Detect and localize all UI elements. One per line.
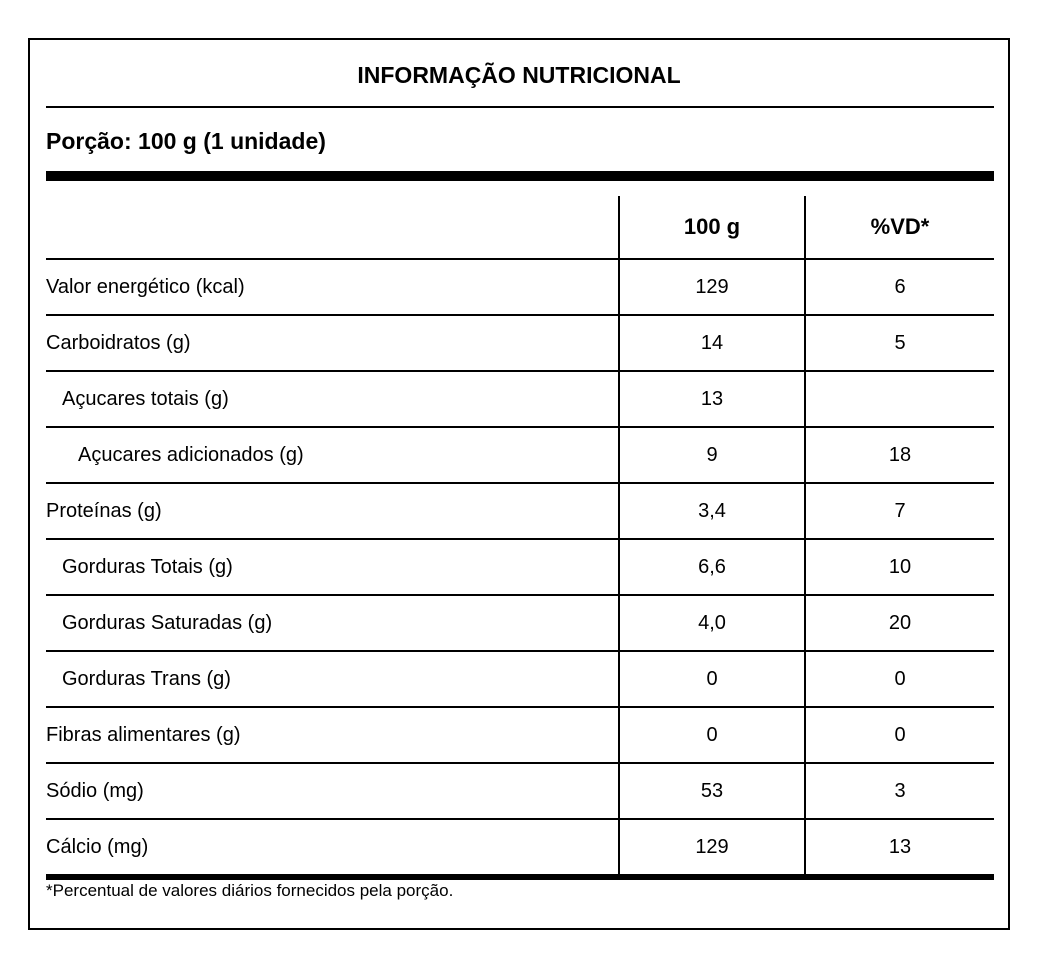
nutrient-daily-value: [805, 371, 994, 427]
nutrient-name: Carboidratos (g): [46, 315, 619, 371]
nutrient-daily-value: 20: [805, 595, 994, 651]
nutrient-amount: 9: [619, 427, 805, 483]
table-row: [46, 819, 994, 877]
title-divider: [46, 106, 994, 108]
footnote: *Percentual de valores diários fornecidos pela porção.: [46, 881, 454, 900]
nutrient-amount: 14: [619, 315, 805, 371]
table-row: [46, 539, 994, 595]
header-amount: 100 g: [619, 196, 805, 259]
nutrient-amount: 4,0: [619, 595, 805, 651]
nutrient-daily-value: 3: [805, 763, 994, 819]
label-title: INFORMAÇÃO NUTRICIONAL: [357, 62, 681, 88]
header-daily-value: %VD*: [805, 196, 994, 259]
nutrient-amount: 129: [619, 819, 805, 877]
table-row: [46, 707, 994, 763]
nutrition-facts-panel: [28, 38, 1010, 930]
nutrient-amount: 6,6: [619, 539, 805, 595]
nutrient-amount: 3,4: [619, 483, 805, 539]
nutrient-daily-value: 5: [805, 315, 994, 371]
nutrient-daily-value: 13: [805, 819, 994, 877]
nutrient-daily-value: 0: [805, 651, 994, 707]
table-row: [46, 763, 994, 819]
table-row: [46, 315, 994, 371]
nutrient-name: Açucares adicionados (g): [46, 427, 619, 483]
nutrient-daily-value: 0: [805, 707, 994, 763]
nutrient-amount: 13: [619, 371, 805, 427]
nutrient-amount: 0: [619, 707, 805, 763]
nutrient-name: Cálcio (mg): [46, 819, 619, 877]
nutrient-daily-value: 10: [805, 539, 994, 595]
nutrient-daily-value: 6: [805, 259, 994, 315]
nutrient-name: Gorduras Saturadas (g): [46, 595, 619, 651]
nutrient-name: Fibras alimentares (g): [46, 707, 619, 763]
portion-divider: [46, 171, 994, 181]
table-row: [46, 371, 994, 427]
nutrient-name: Proteínas (g): [46, 483, 619, 539]
header-name: [46, 196, 619, 259]
table-header-row: [46, 196, 994, 259]
nutrient-name: Açucares totais (g): [46, 371, 619, 427]
table-row: [46, 427, 994, 483]
table-row: [46, 483, 994, 539]
portion-size: Porção: 100 g (1 unidade): [46, 128, 326, 154]
table-row: [46, 259, 994, 315]
nutrient-amount: 129: [619, 259, 805, 315]
nutrient-amount: 53: [619, 763, 805, 819]
nutrition-table: [46, 196, 994, 880]
nutrient-name: Gorduras Trans (g): [46, 651, 619, 707]
nutrient-name: Gorduras Totais (g): [46, 539, 619, 595]
nutrient-name: Valor energético (kcal): [46, 259, 619, 315]
table-row: [46, 595, 994, 651]
nutrient-amount: 0: [619, 651, 805, 707]
nutrient-name: Sódio (mg): [46, 763, 619, 819]
nutrient-daily-value: 7: [805, 483, 994, 539]
table-row: [46, 651, 994, 707]
nutrient-daily-value: 18: [805, 427, 994, 483]
